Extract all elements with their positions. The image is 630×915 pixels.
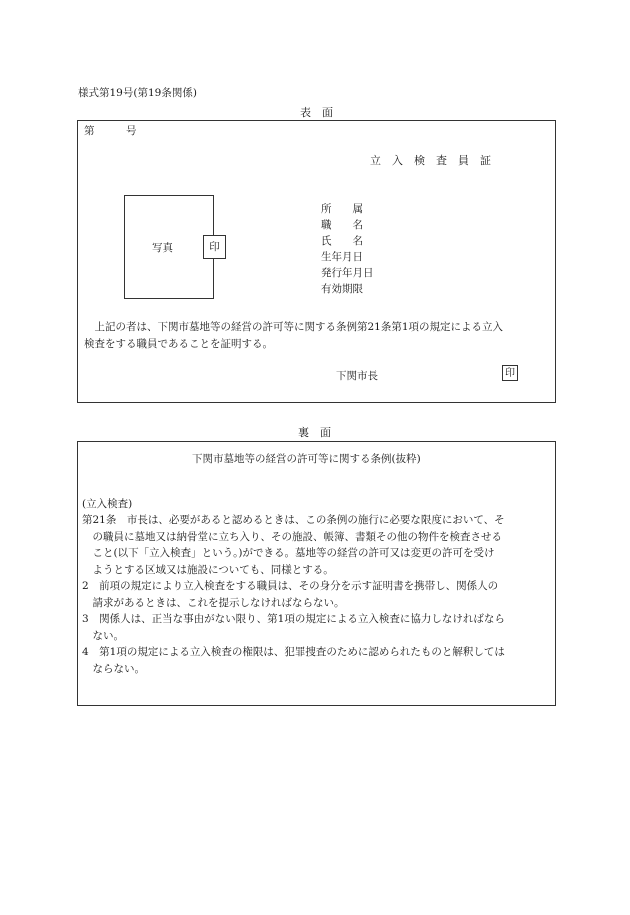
- issuer-seal: 印: [502, 365, 518, 381]
- card-title: 立 入 検 査 員 証: [370, 154, 491, 167]
- field-name: 氏 名: [321, 235, 363, 247]
- form-label: 様式第19号(第19条関係): [78, 87, 197, 99]
- issuer: 下関市長: [336, 370, 378, 382]
- photo-box: [124, 195, 220, 299]
- clause-21: 第21条 市長は、必要があると認めるときは、この条例の施行に必要な限度において、そ の職員に墓地又は納骨堂に立ち入り、その施設、帳簿、書類その他の物件を検査させる こと(以下「立入検査」という。)ができる。墓地等の経営の許可又は変更の許可を受け ようとする区域又は施設についても、同様とする。: [82, 514, 505, 576]
- back-card: [77, 441, 556, 706]
- photo-label: 写真: [152, 242, 173, 254]
- field-labels: [321, 201, 374, 297]
- photo-seal: 印: [203, 235, 226, 259]
- clause-3: 3 関係人は、正当な事由がない限り、第1項の規定による立入検査に協力しなければなら ない。: [82, 613, 505, 642]
- field-expiry: 有効期限: [321, 283, 363, 295]
- clause-2: 2 前項の規定により立入検査をする職員は、その身分を示す証明書を携帯し、関係人の 請求があるときは、これを提示しなければならない。: [82, 580, 499, 609]
- field-birthdate: 生年月日: [321, 251, 363, 263]
- field-affiliation: 所 属: [321, 203, 363, 215]
- clause-4: 4 第1項の規定による立入検査の権限は、犯罪捜査のために認められたものと解釈しては ならない。: [82, 646, 505, 675]
- certification-text: 上記の者は、下関市墓地等の経営の許可等に関する条例第21条第1項の規定による立入 検査をする職員であることを証明する。: [84, 321, 504, 350]
- back-heading: 裏 面: [298, 426, 331, 439]
- field-position: 職 名: [321, 219, 363, 231]
- field-issue-date: 発行年月日: [321, 267, 374, 279]
- number-label: 第 号: [84, 125, 137, 137]
- front-card: [77, 120, 556, 403]
- section-caption: (立入検査): [82, 498, 133, 510]
- excerpt-title: 下関市墓地等の経営の許可等に関する条例(抜粋): [192, 453, 421, 465]
- front-heading: 表 面: [300, 106, 333, 119]
